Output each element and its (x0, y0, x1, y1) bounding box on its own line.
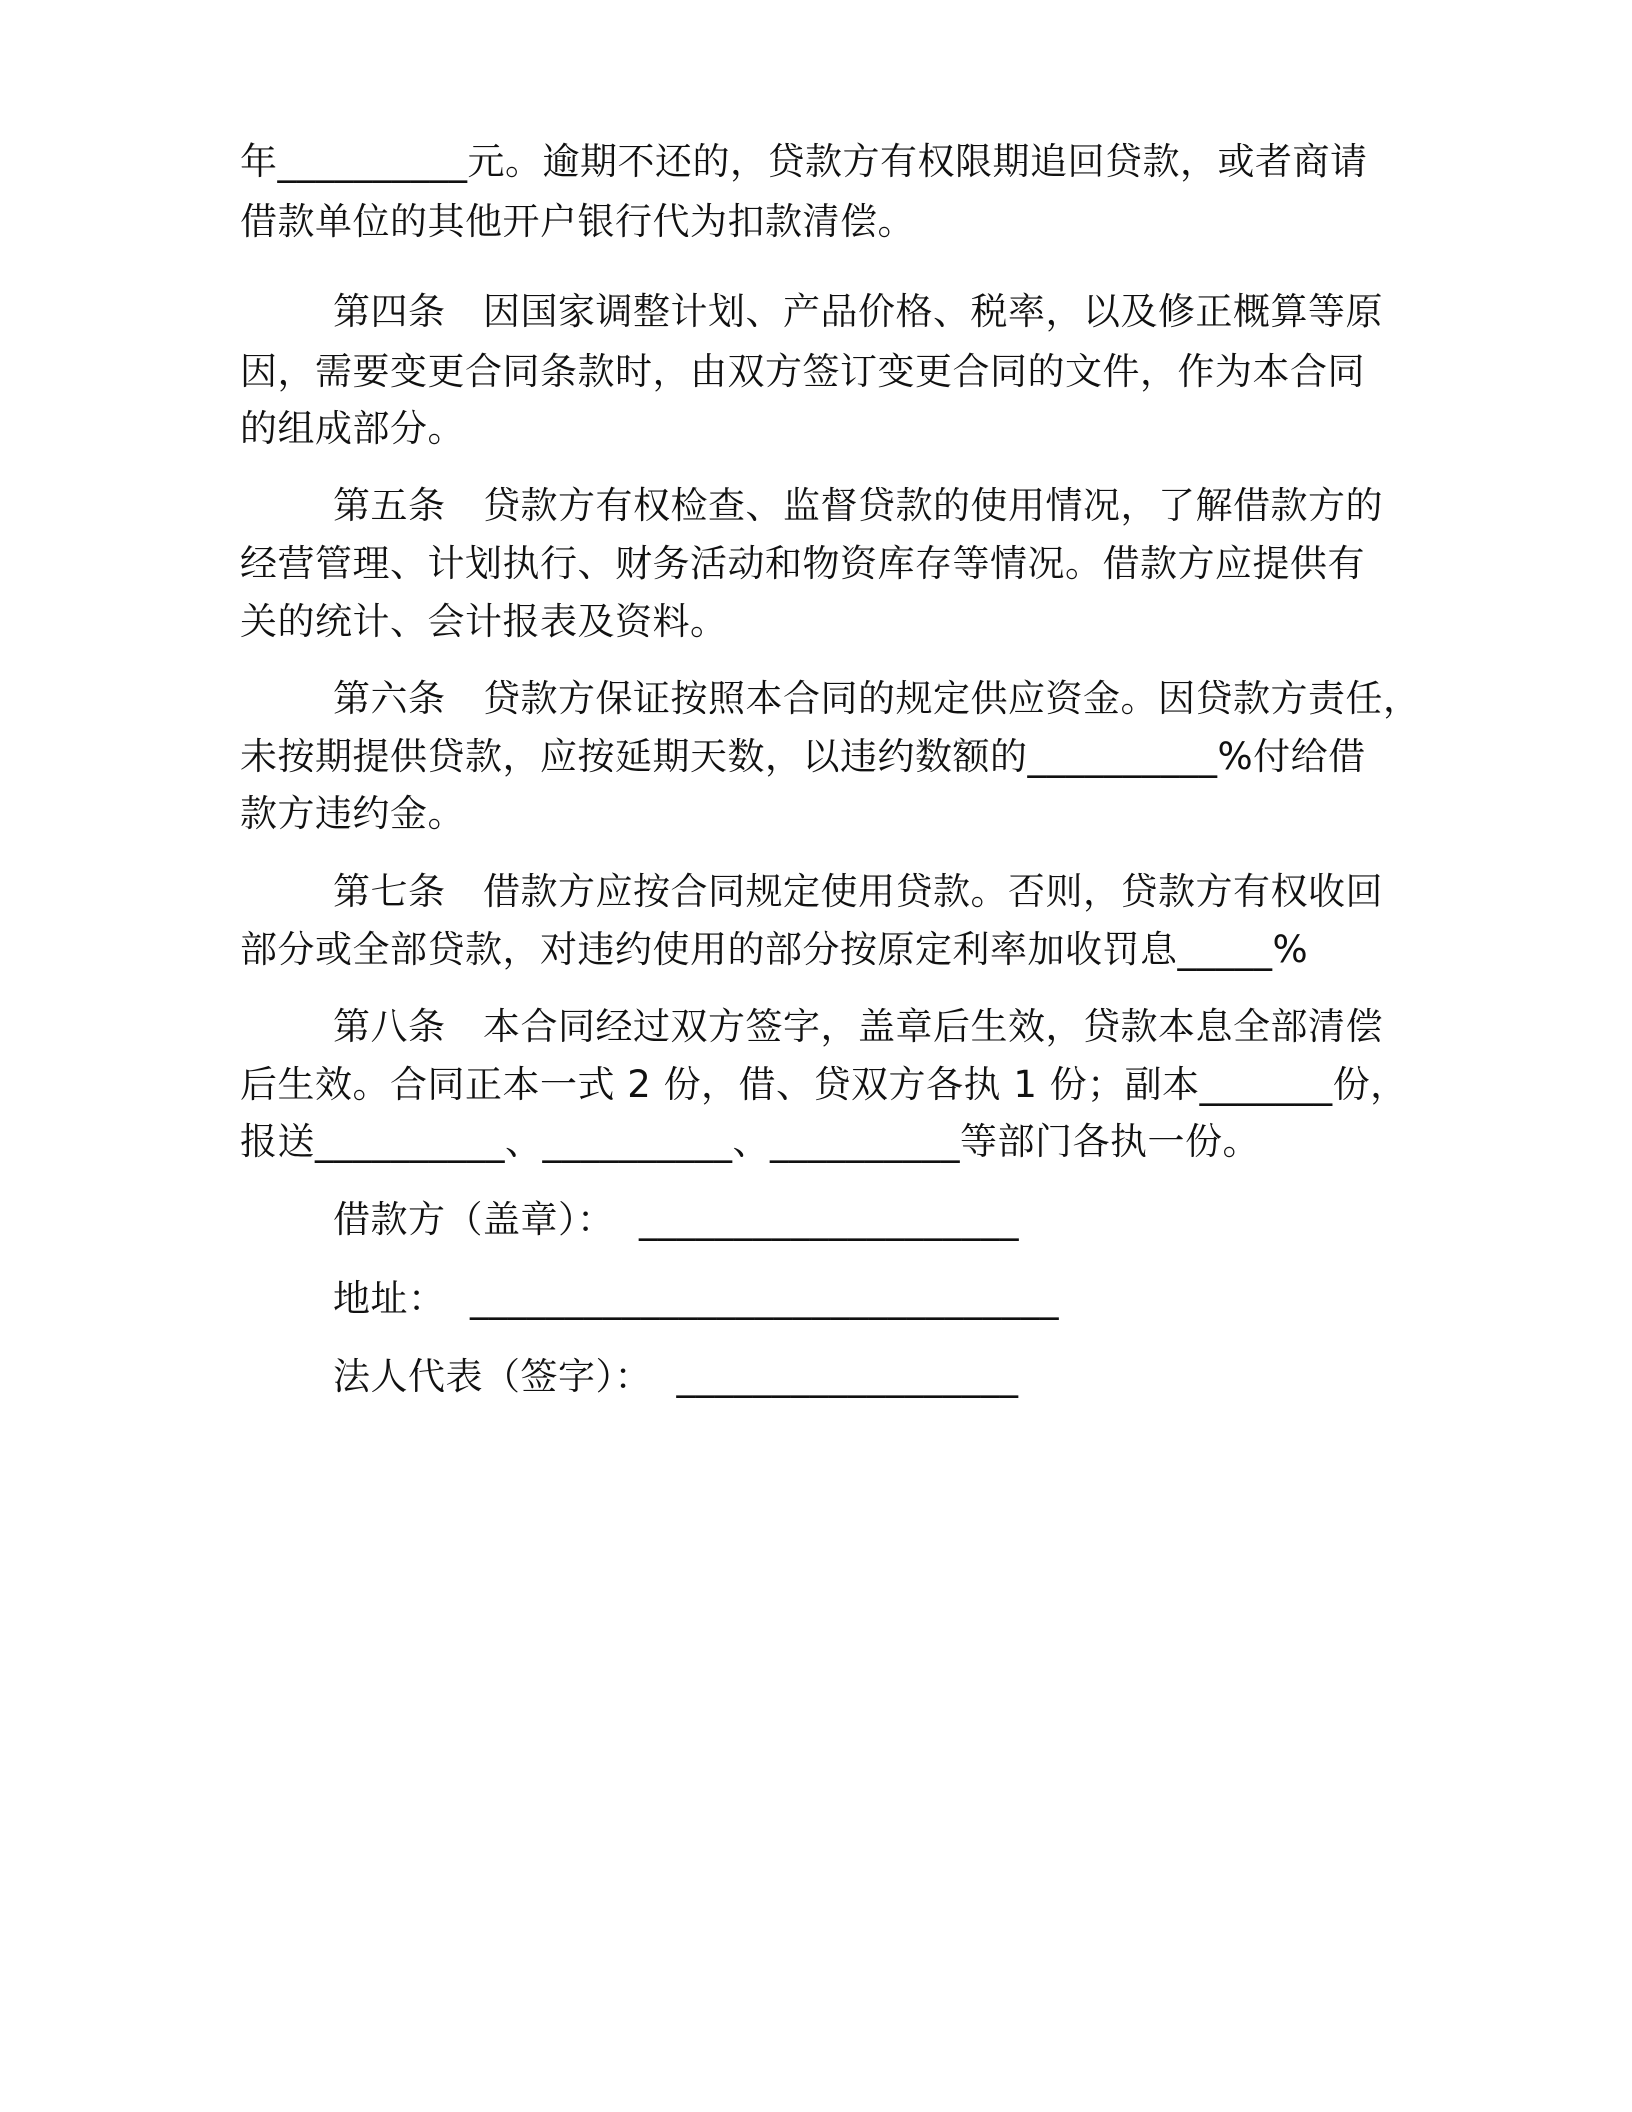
paragraph-line: 未按期提供贷款，应按延期天数，以违约数额的__________%付给借 (240, 735, 1366, 778)
paragraph-line: 后生效。合同正本一式 2 份，借、贷双方各执 1 份；副本_______份， (240, 1063, 1408, 1106)
article-8-heading-line: 第八条 本合同经过双方签字，盖章后生效，贷款本息全部清偿 (333, 1005, 1383, 1048)
address-field: 地址： _______________________________ (333, 1277, 1060, 1320)
paragraph-line: 的组成部分。 (240, 407, 465, 450)
borrower-seal-field: 借款方（盖章）： ____________________ (333, 1198, 1020, 1241)
paragraph-line: 部分或全部贷款，对违约使用的部分按原定利率加收罚息_____% (240, 928, 1309, 971)
article-5-heading-line: 第五条 贷款方有权检查、监督贷款的使用情况，了解借款方的 (333, 484, 1383, 527)
legal-rep-signature-field: 法人代表（签字）： __________________ (333, 1355, 1019, 1398)
paragraph-line: 年__________元。逾期不还的，贷款方有权限期追回贷款，或者商请 (240, 140, 1368, 183)
paragraph-line: 款方违约金。 (240, 792, 465, 835)
article-7-heading-line: 第七条 借款方应按合同规定使用贷款。否则，贷款方有权收回 (333, 870, 1383, 913)
paragraph-line: 因，需要变更合同条款时，由双方签订变更合同的文件，作为本合同 (240, 350, 1365, 393)
paragraph-line: 报送__________、__________、__________等部门各执一份。 (240, 1120, 1260, 1163)
paragraph-line: 关的统计、会计报表及资料。 (240, 600, 728, 643)
article-4-heading-line: 第四条 因国家调整计划、产品价格、税率，以及修正概算等原 (333, 290, 1383, 333)
paragraph-line: 经营管理、计划执行、财务活动和物资库存等情况。借款方应提供有 (240, 542, 1365, 585)
paragraph-line: 借款单位的其他开户银行代为扣款清偿。 (240, 200, 915, 243)
article-6-heading-line: 第六条 贷款方保证按照本合同的规定供应资金。因贷款方责任， (333, 677, 1421, 720)
